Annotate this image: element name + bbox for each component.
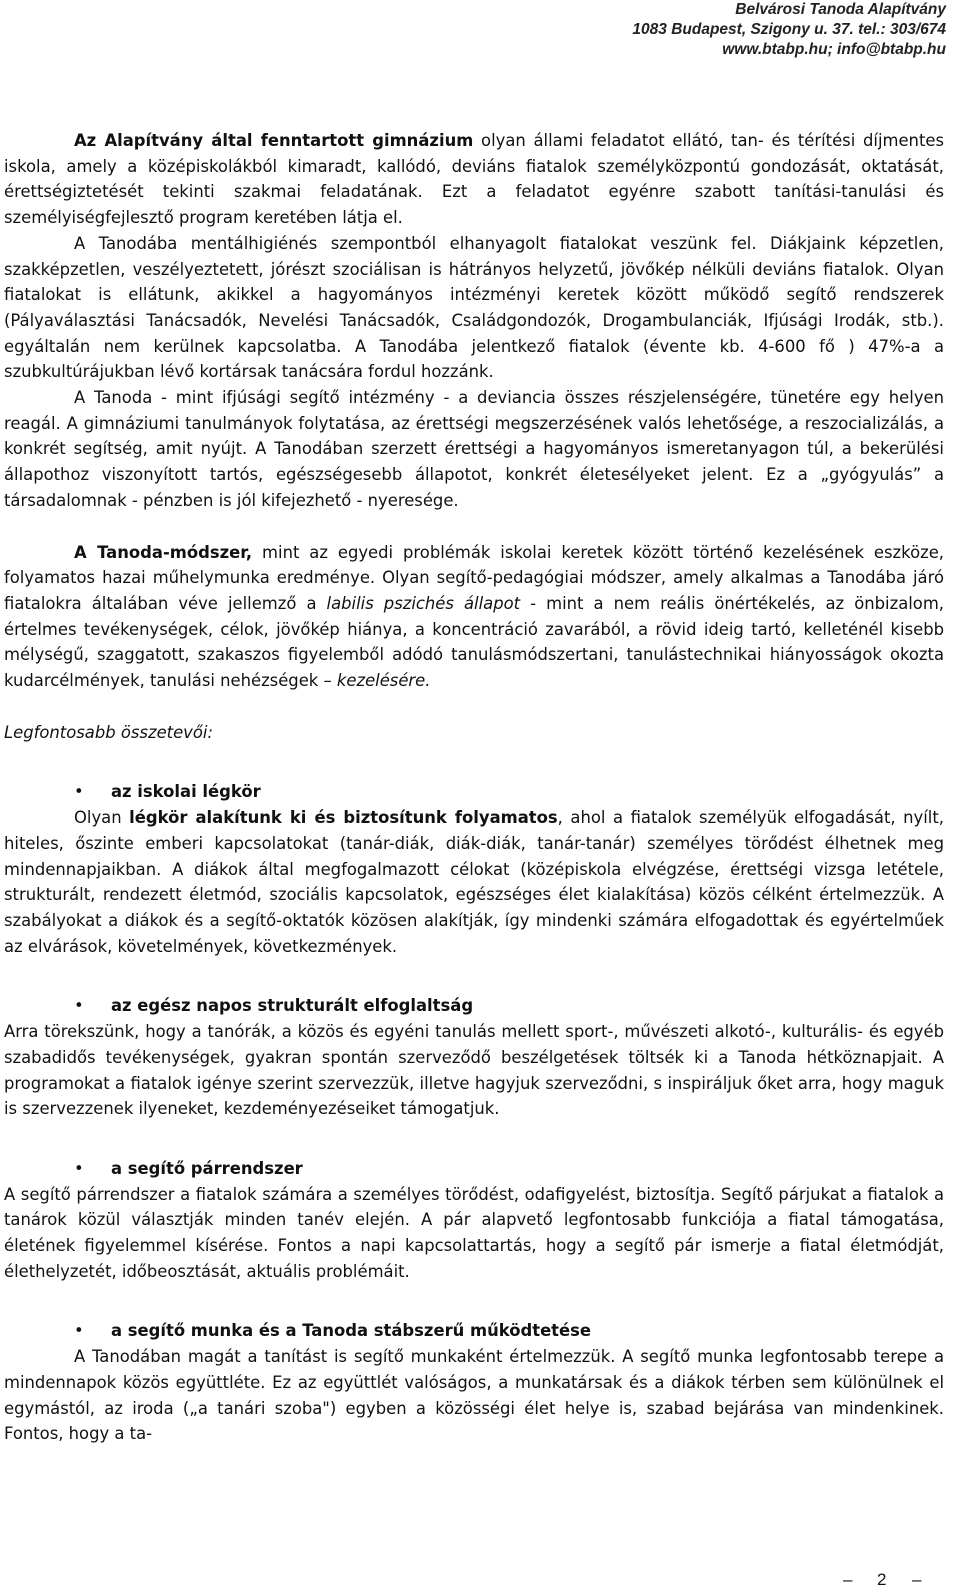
bullet-heading-staff-work: • a segítő munka és a Tanoda stábszerű működtetése — [4, 1318, 944, 1344]
bullet-body-structured-day: Arra törekszünk, hogy a tanórák, a közös és egyéni tanulás mellett sport-, művészeti alkotó-, kulturális- és egyéb szabadidős tevékenységek, gyakran spontán szerveződő beszélgetések töltsék ki a Tanoda hétköznapjait. A programokat a fiatalok igénye szerint szervezzük, illetve hagyjuk szerveződni, s inspiráljuk őket arra, hogy maguk is szervezzenek ilyeneket, kezdeményezéseiket támogatjuk. — [4, 1022, 944, 1119]
footer-dash-left: – — [843, 1570, 853, 1589]
page-number: 2 — [877, 1570, 887, 1589]
method-lead: A Tanoda-módszer, — [74, 542, 253, 562]
document-body — [4, 128, 944, 1447]
paragraph-youth-help: A Tanoda - mint ifjúsági segítő intézmény - a deviancia összes részjelenségére, tünetére egy helyen reagál. A gimnáziumi tanulmányok folytatása, az érettségi megszerzésének valós lehetősége, a reszocializálás, a konkrét segítség, amit nyújt. A Tanodában szerzett érettségi a hagyományos ismeretanyagon túl, a bekerülési állapothoz viszonyított tartós, egészségesebb állapotot, konkrét életesélyeket jelent. Ez a „gyógyulás” a társadalomnak - pénzben is jól kifejezhető - nyeresége. — [4, 388, 944, 510]
bullet-icon: • — [74, 1158, 84, 1178]
footer-dash-right: – — [912, 1570, 922, 1589]
intro-text: olyan állami feladatot ellátó, tan- és térítési díjmentes iskola, amely a középiskolákból kimaradt, kallódó, deviáns fiatalok személyközpontú gondozását, oktatását, érettségiztetését tekinti szakmai feladatának. Ezt a feladatot egyénre szabott tanítási-tanulási és személyiségfejlesztő program keretében látja el. — [4, 131, 944, 228]
bullet-icon: • — [74, 1321, 84, 1341]
paragraph-method — [4, 540, 944, 694]
page-footer — [0, 1570, 960, 1593]
components-title: Legfontosabb összetevői: — [4, 722, 213, 742]
bullet-heading-mentor-pairs: • a segítő párrendszer — [4, 1156, 944, 1182]
bullet-heading-structured-day: • az egész napos strukturált elfoglaltság — [4, 993, 944, 1019]
method-italic-2: kezelésére. — [336, 671, 431, 691]
method-text-1: mint az egyedi problémák iskolai keretek között történő kezelésének eszköze, folyamatos hazai műhelymunka eredménye. Olyan segítő-pedagógiai módszer, amely alkalmas a Tanodába járó fiatalokra általában véve jellemző a — [4, 542, 944, 613]
bullet-body-staff-work: A Tanodában magát a tanítást is segítő munkaként értelmezzük. A segítő munka legfontosabb terepe a mindennapok közös együttléte. Ez az együttlét valóságos, a munkatársak és a diákok térben sem különülnek el egymástól, az iroda („a tanári szoba") egyben a közösségi élet helye is, szabad bejárása van mindenkinek. Fontos, hogy a ta- — [4, 1347, 944, 1444]
letterhead — [526, 0, 946, 60]
intro-lead: Az Alapítvány által fenntartott gimnázium — [74, 131, 474, 150]
method-text-2: - mint a nem reális önértékelés, az önbizalom, értelmes tevékenységek, célok, jövőkép hiánya, a koncentráció zavarából, a rövid ideig tartó, kelleténél kisebb mélységű, szaggatott, szakaszos figyelemből adódó tanulásmódszertani, tanulástechnikai hiányosságok okozta kudarcélmények, tanulási nehézségek – — [4, 593, 944, 691]
bullet-icon: • — [74, 996, 84, 1016]
bullet-heading-atmosphere: • az iskolai légkör — [4, 779, 944, 805]
letterhead-contact: www.btabp.hu; info@btabp.hu — [722, 41, 946, 58]
method-italic-1: labilis pszichés állapot — [326, 593, 521, 613]
letterhead-address: 1083 Budapest, Szigony u. 37. tel.: 303/674 — [632, 21, 946, 38]
bullet-icon: • — [74, 782, 84, 802]
letterhead-org: Belvárosi Tanoda Alapítvány — [735, 1, 946, 18]
paragraph-admission: A Tanodába mentálhigiénés szempontból elhanyagolt fiatalokat veszünk fel. Diákjaink képzetlen, szakképzetlen, veszélyeztetett, jórészt szociálisan is hátrányos helyzetű, jövőkép nélküli deviáns fiatalok. Olyan fiatalokat is ellátunk, akikkel a hagyományos intézményi keretek között működő segítő rendszerek (Pályaválasztási Tanácsadók, Nevelési Tanácsadók, Családgondozók, Drogambulanciák, Ifjúsági Irodák, stb.). egyáltalán nem kerülnek kapcsolatba. A Tanodába jelentkező fiatalok (évente kb. 4-600 fő ) 47%-a a szubkultúrájukban lévő kortársak tanácsára fordul hozzánk. — [4, 233, 944, 382]
paragraph-intro — [4, 128, 944, 231]
bullet-body-mentor-pairs: A segítő párrendszer a fiatalok számára a személyes törődést, odafigyelést, biztosítja. Segítő párjukat a fiatalok a tanárok közül választják minden tanév elején. A pár alapvető legfontosabb funkciója a fiatal támogatása, életének figyelemmel kísérése. Fontos a napi kapcsolattartás, hogy a segítő pár ismerje a fiatal életmódját, élethelyzetét, időbeosztását, aktuális problémáit. — [4, 1184, 944, 1281]
bullet-body-atmosphere: Olyan légkör alakítunk ki és biztosítunk folyamatos, ahol a fiatalok személyük elfogadását, nyílt, hiteles, őszinte emberi kapcsolatokat (tanár-diák, diák-diák, tanár-tanár) személyes törődést élhetnek meg mindennapjaikban. A diákok által megfogalmazott célokat (középiskola elvégzése, érettségi vizsga letétele, strukturált, rendezett életmód, szociális kapcsolatok, egészséges élet kialakítása) közös célként értelmezzük. A szabályokat a diákok és a segítő-oktatók közösen alakítják, így mindenki számára elfogadottak és egyértelműek az elvárások, követelmények, következmények. — [4, 808, 944, 956]
